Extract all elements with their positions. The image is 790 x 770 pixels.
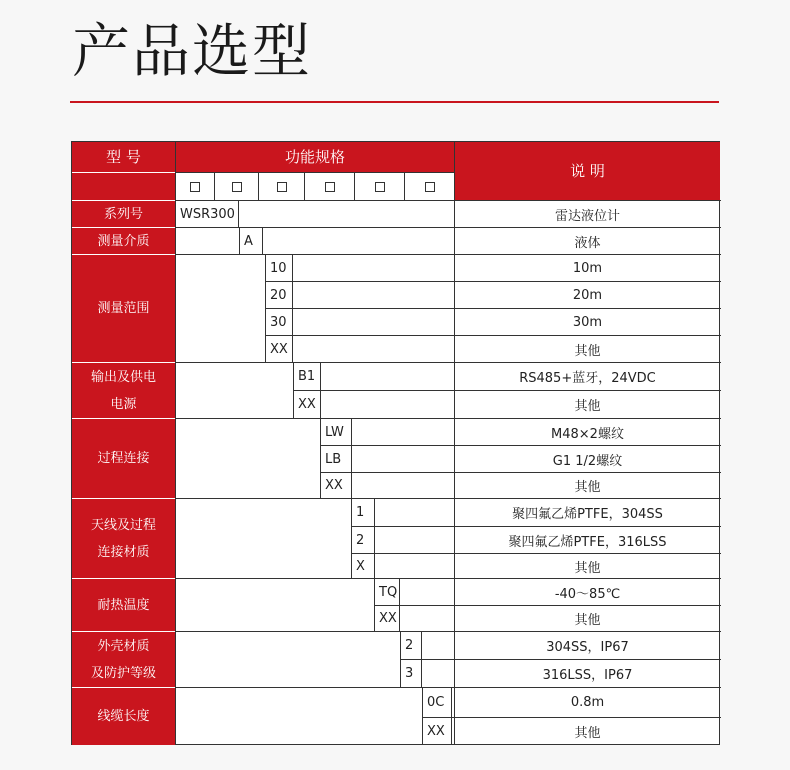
desc-antenna-1: 聚四氟乙烯PTFE，304SS	[512, 507, 663, 522]
code-slot-5	[355, 173, 404, 200]
page-title: 产品选型	[72, 17, 313, 85]
code-slot-3	[259, 173, 304, 200]
desc-cable-xx: 其他	[574, 726, 601, 741]
label-housing	[72, 632, 175, 687]
label-housing-line2: 及防护等级	[90, 665, 156, 681]
label-process: 过程连接	[72, 419, 175, 498]
header-desc: 说 明	[455, 142, 720, 200]
selection-table	[71, 141, 720, 745]
code-slot-2	[215, 173, 258, 200]
code-antenna-2: 2	[356, 532, 365, 548]
desc-series: 雷达液位计	[554, 208, 620, 224]
desc-medium: 液体	[574, 235, 601, 251]
code-cable-xx: XX	[427, 724, 445, 739]
code-temp-tq: TQ	[379, 584, 398, 600]
title-divider	[70, 101, 719, 103]
desc-housing-2: 304SS，IP67	[546, 640, 629, 655]
label-housing-line1: 外壳材质	[97, 638, 150, 654]
code-temp-xx: XX	[379, 611, 397, 626]
code-range-xx: XX	[270, 341, 288, 357]
desc-output-xx: 其他	[574, 399, 601, 414]
code-housing-2: 2	[405, 638, 414, 653]
code-series: WSR300	[180, 206, 235, 222]
code-range-30: 30	[270, 315, 287, 330]
label-medium: 测量介质	[72, 228, 175, 254]
label-cable: 线缆长度	[72, 688, 175, 745]
code-process-lw: LW	[325, 424, 344, 440]
label-output-line1: 输出及供电	[90, 369, 156, 385]
desc-range-30: 30m	[572, 315, 603, 330]
desc-range-xx: 其他	[574, 343, 601, 359]
label-temp: 耐热温度	[72, 579, 175, 631]
desc-output-b1: RS485+蓝牙，24VDC	[519, 371, 656, 386]
label-range: 测量范围	[72, 255, 175, 362]
code-slot-6	[405, 173, 454, 200]
desc-housing-3: 316LSS，IP67	[542, 668, 633, 683]
code-slot-4	[305, 173, 354, 200]
code-output-xx: XX	[298, 397, 316, 412]
code-slot-1	[176, 173, 214, 200]
code-medium: A	[244, 233, 253, 249]
desc-process-lb: G1 1/2螺纹	[552, 453, 623, 469]
desc-cable-0c: 0.8m	[570, 695, 605, 710]
desc-range-20: 20m	[572, 288, 603, 303]
code-housing-3: 3	[405, 666, 414, 681]
label-series: 系列号	[72, 201, 175, 227]
code-process-lb: LB	[325, 451, 342, 467]
desc-range-10: 10m	[572, 261, 603, 276]
desc-process-lw: M48×2螺纹	[551, 426, 624, 442]
header-model: 型 号	[72, 142, 175, 172]
desc-temp-tq: -40～85℃	[554, 586, 621, 602]
desc-antenna-2: 聚四氟乙烯PTFE，316LSS	[508, 534, 667, 550]
code-output-b1: B1	[298, 369, 316, 384]
code-process-xx: XX	[325, 478, 343, 493]
code-range-20: 20	[270, 288, 287, 303]
label-output	[72, 363, 175, 418]
code-antenna-1: 1	[356, 505, 365, 520]
label-antenna	[72, 499, 175, 578]
label-antenna-line1: 天线及过程	[90, 517, 156, 533]
code-cable-0c: 0C	[427, 695, 445, 710]
code-range-10: 10	[270, 261, 287, 276]
label-antenna-line2: 连接材质	[97, 544, 150, 560]
code-antenna-x: X	[356, 558, 365, 574]
desc-antenna-x: 其他	[574, 560, 601, 576]
header-model-sub	[72, 173, 175, 200]
header-function: 功能规格	[176, 142, 454, 172]
desc-process-xx: 其他	[574, 480, 601, 495]
desc-temp-xx: 其他	[574, 613, 601, 628]
label-output-line2: 电源	[110, 396, 137, 412]
